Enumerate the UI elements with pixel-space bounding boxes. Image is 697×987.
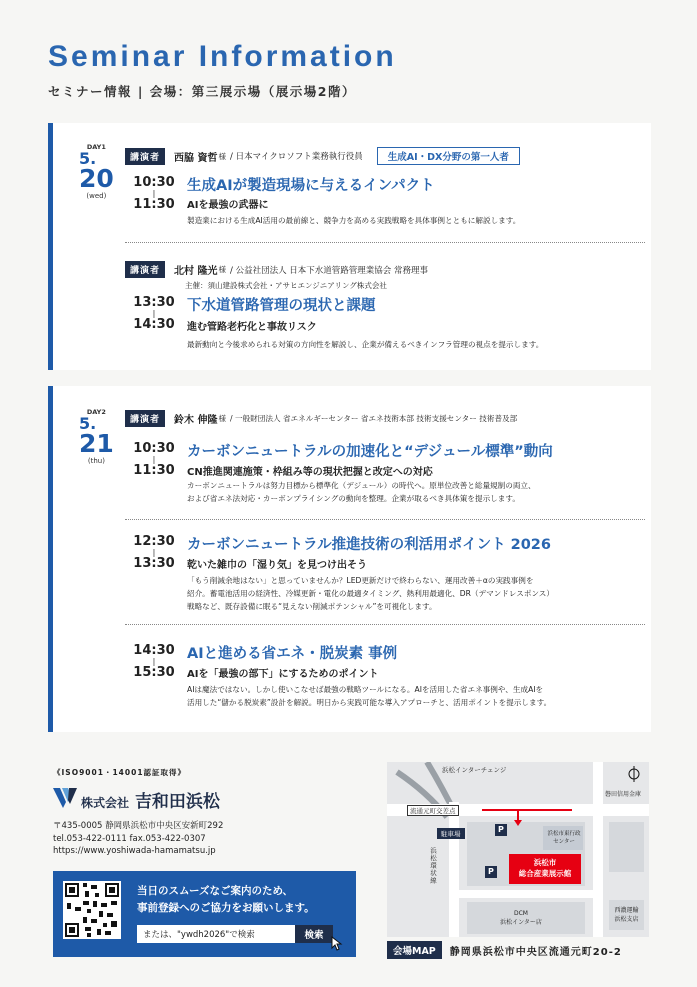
talk-time: 10:30 | 11:30 bbox=[133, 441, 175, 478]
search-input[interactable]: または、"ywdh2026"で検索 bbox=[137, 925, 295, 943]
company-logo-icon bbox=[53, 786, 77, 808]
speaker-line bbox=[125, 410, 645, 427]
desc-line: 「もう削減余地はない」と思っていませんか？LED更新だけで終わらない、運用改善＋αの実践事例を bbox=[187, 576, 534, 585]
day2-weekday: (thu) bbox=[87, 457, 105, 465]
talk-time: 14:30 | 15:30 bbox=[133, 643, 175, 680]
speaker-badge: 講演者 bbox=[125, 410, 165, 427]
day2-day: 21 bbox=[79, 429, 114, 458]
talk-title: カーボンニュートラルの加速化と“デジュール標準”動向 bbox=[187, 444, 553, 460]
day2-tag: DAY2 bbox=[86, 408, 106, 416]
company-prefix: 株式会社 bbox=[81, 796, 130, 810]
venue-address: 静岡県浜松市中央区流通元町20-2 bbox=[449, 946, 622, 958]
divider bbox=[125, 519, 645, 520]
talk-item bbox=[125, 640, 645, 720]
day2-date bbox=[79, 408, 114, 465]
postal-address: 〒435-0005 静岡県浜松市中央区安新町292 bbox=[53, 821, 224, 831]
divider bbox=[125, 242, 645, 243]
qr-code-icon[interactable] bbox=[63, 881, 121, 939]
day2-panel bbox=[48, 386, 651, 732]
talk-description bbox=[187, 479, 642, 505]
talk-subtitle: AIを最強の武器に bbox=[187, 200, 269, 211]
start-time: 10:30 bbox=[133, 441, 175, 456]
desc-line: 活用した“儲かる脱炭素”設計を解説。明日から実践可能な導入アプローチと、活用ポイントを提示します。 bbox=[187, 698, 552, 707]
talk-subtitle: 乾いた雑巾の「湿り気」を見つけ出そう bbox=[187, 560, 367, 571]
map-label-center: 浜松市東行政センター bbox=[547, 831, 581, 845]
desc-line: AIは魔法ではない。しかし使いこなせば最強の戦略ツールになる。AIを活用した省エネ事例や、生成AIを bbox=[187, 685, 544, 694]
seino-line: 浜松支店 bbox=[614, 916, 639, 923]
page-title: Seminar Information bbox=[48, 40, 397, 73]
day1-date bbox=[79, 143, 114, 200]
speaker-honorific: 様 bbox=[218, 265, 226, 274]
talk-item bbox=[125, 261, 645, 366]
day1-tag: DAY1 bbox=[86, 143, 106, 151]
talk-subtitle: AIを「最強の部下」にするためのポイント bbox=[187, 669, 379, 680]
speaker-org: / 日本マイクロソフト業務執行役員 bbox=[230, 152, 363, 162]
map-label-dcm bbox=[491, 910, 551, 926]
speaker-honorific: 様 bbox=[218, 151, 226, 161]
speaker-name: 鈴木 伸隆 bbox=[174, 415, 218, 426]
certification-text: 《ISO9001・14001認証取得》 bbox=[53, 768, 187, 777]
talk-item bbox=[125, 529, 645, 619]
talk-item bbox=[125, 410, 645, 520]
talk-subtitle: CN推進関連施策・枠組み等の現状把握と改定への対応 bbox=[187, 467, 433, 478]
dcm-line: DCM bbox=[514, 910, 528, 917]
map-label-ic: 浜松インターチェンジ bbox=[442, 766, 507, 774]
map-label-road: 浜松環状線 bbox=[429, 847, 437, 885]
speaker-name: 西脇 資哲 bbox=[174, 152, 218, 164]
company-address bbox=[53, 820, 223, 858]
page-subtitle: セミナー情報 | 会場：第三展示場（展示場2階） bbox=[48, 84, 356, 99]
end-time: 13:30 bbox=[133, 556, 175, 571]
talk-description bbox=[187, 574, 642, 613]
registration-box bbox=[53, 871, 356, 957]
venue-line: 総合産業展示館 bbox=[518, 869, 572, 878]
start-time: 12:30 bbox=[133, 534, 175, 549]
day1-day: 20 bbox=[79, 164, 114, 193]
speaker-line bbox=[125, 147, 645, 165]
search-button[interactable]: 検索 bbox=[295, 925, 333, 943]
talk-time: 12:30 | 13:30 bbox=[133, 534, 175, 571]
desc-line: 紹介。蓄電池活用の経済性、冷媒更新・電化の最適タイミング、熱利用最適化、DR（デマンドレスポンス） bbox=[187, 589, 554, 598]
day1-weekday: (wed) bbox=[86, 192, 107, 200]
speaker-org: / 公益社団法人 日本下水道管路管理業協会 常務理事 bbox=[230, 265, 428, 276]
speaker-honorific: 様 bbox=[218, 414, 226, 423]
phone-fax: tel.053-422-0111 fax.053-422-0307 bbox=[53, 833, 206, 844]
speaker-line bbox=[125, 261, 645, 278]
desc-line: および省エネ法対応・カーボンプライシングの動向を整理。企業が取るべき具体策を提示します。 bbox=[187, 494, 520, 503]
start-time: 13:30 bbox=[133, 295, 175, 310]
dcm-line: 浜松インター店 bbox=[500, 919, 542, 926]
talk-description: 製造業における生成AI活用の最前線と、競争力を高める実践戦略を具体事例とともに解説します。 bbox=[187, 216, 521, 225]
speaker-badge: 講演者 bbox=[125, 261, 165, 278]
desc-line: 戦略など、既存設備に眠る“見えない削減ポテンシャル”を可視化します。 bbox=[187, 602, 437, 611]
start-time: 14:30 bbox=[133, 643, 175, 658]
end-time: 14:30 bbox=[133, 317, 175, 332]
sponsor-line: 主催：須山建設株式会社・アサヒエンジニアリング株式会社 bbox=[185, 281, 387, 290]
map-tag: 会場MAP bbox=[387, 941, 442, 959]
speaker-name: 北村 隆光 bbox=[174, 266, 218, 277]
venue-map: 浜松インターチェンジ 流通元町交差点 駐車場 P P 浜松環状線 浜松市東行政センター 浜松市 総合産業展示館 DCM 浜松インター店 西濃運輸 浜松支店 磐田信用金庫 bbox=[387, 762, 649, 937]
talk-title: 下水道管路管理の現状と課題 bbox=[187, 298, 376, 314]
talk-description: 最新動向と今後求められる対策の方向性を解説し、企業が備えるべきインフラ管理の視点を提示します。 bbox=[187, 340, 544, 349]
end-time: 11:30 bbox=[133, 463, 175, 478]
divider bbox=[125, 624, 645, 625]
talk-description bbox=[187, 683, 642, 709]
end-time: 15:30 bbox=[133, 665, 175, 680]
map-footer bbox=[387, 941, 622, 959]
speaker-highlight: 生成AI・DX分野の第一人者 bbox=[377, 147, 520, 165]
map-label-parking: 駐車場 bbox=[437, 828, 465, 839]
day1-month: 5. bbox=[79, 149, 97, 168]
seino-line: 西濃運輸 bbox=[614, 907, 639, 914]
end-time: 11:30 bbox=[133, 197, 175, 212]
talk-title: カーボンニュートラル推進技術の利活用ポイント 2026 bbox=[187, 537, 551, 553]
map-label-crossing: 流通元町交差点 bbox=[407, 805, 459, 816]
day2-month: 5. bbox=[79, 414, 97, 433]
website-url[interactable]: https://www.yoshiwada-hamamatsu.jp bbox=[53, 846, 216, 856]
registration-line: 当日のスムーズなご案内のため、 bbox=[137, 885, 294, 897]
desc-line: カーボンニュートラルは努力目標から標準化（デジュール）の時代へ。原単位改善と総量規制の両立、 bbox=[187, 481, 536, 490]
company-main: 吉和田浜松 bbox=[134, 792, 220, 812]
talk-title: AIと進める省エネ・脱炭素 事例 bbox=[187, 646, 398, 662]
talk-subtitle: 進む管路老朽化と事故リスク bbox=[187, 322, 317, 333]
speaker-badge: 講演者 bbox=[125, 148, 165, 165]
talk-title: 生成AIが製造現場に与えるインパクト bbox=[187, 178, 435, 194]
start-time: 10:30 bbox=[133, 175, 175, 190]
talk-time: 13:30 | 14:30 bbox=[133, 295, 175, 332]
company-name bbox=[81, 787, 220, 812]
speaker-org: / 一般財団法人 省エネルギーセンター 省エネ技術本部 技術支援センター 技術普及部 bbox=[230, 414, 518, 423]
talk-time: 10:30 | 11:30 bbox=[133, 175, 175, 212]
map-label-seino bbox=[609, 905, 644, 923]
talk-item bbox=[125, 147, 645, 247]
venue-line: 浜松市 bbox=[533, 858, 557, 867]
registration-line: 事前登録へのご協力をお願いします。 bbox=[137, 902, 315, 914]
day1-panel bbox=[48, 123, 651, 370]
map-label-venue bbox=[511, 857, 579, 879]
registration-text bbox=[137, 883, 315, 917]
map-label-bank: 磐田信用金庫 bbox=[605, 791, 642, 798]
cursor-icon bbox=[329, 935, 345, 951]
